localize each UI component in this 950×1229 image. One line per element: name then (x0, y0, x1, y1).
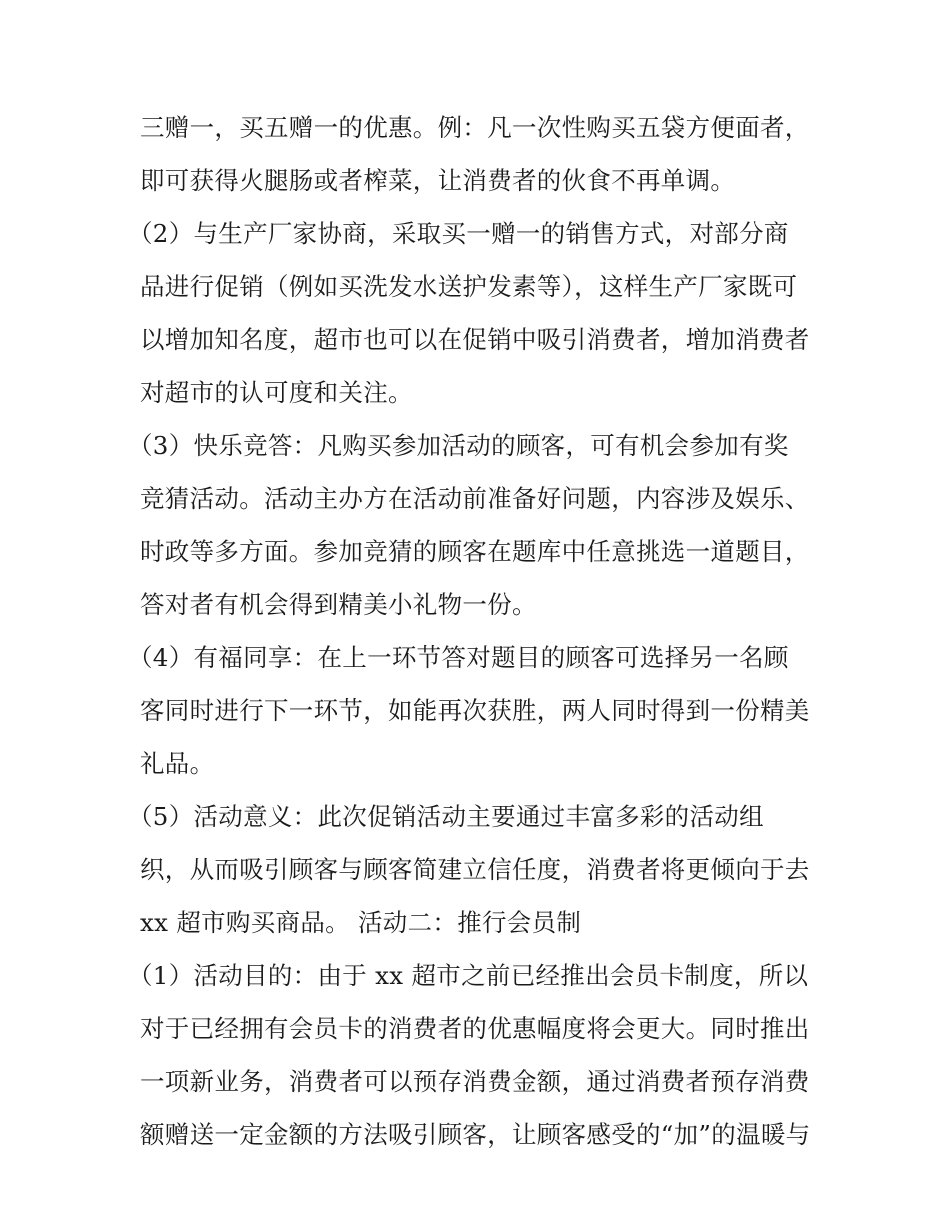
text-line: 以增加知名度，超市也可以在促销中吸引消费者，增加消费者 (140, 325, 810, 354)
text-line: 客同时进行下一环节，如能再次获胜，两人同时得到一份精美 (140, 696, 810, 725)
text-line: 对超市的认可度和关注。 (140, 378, 413, 407)
text-line: 三赠一，买五赠一的优惠。例：凡一次性购买五袋方便面者， (140, 113, 810, 142)
text-line: 额赠送一定金额的方法吸引顾客，让顾客感受的“加”的温暖与 (140, 1120, 811, 1149)
text-line: 对于已经拥有会员卡的消费者的优惠幅度将会更大。同时推出 (140, 1014, 810, 1043)
text-line: 品进行促销（例如买洗发水送护发素等），这样生产厂家既可 (140, 272, 798, 301)
text-line: 一项新业务，消费者可以预存消费金额，通过消费者预存消费 (140, 1067, 810, 1096)
text-line: xx 超市购买商品。 活动二：推行会员制 (140, 908, 582, 937)
text-line: 时政等多方面。参加竞猜的顾客在题库中任意挑选一道题目， (140, 537, 810, 566)
text-line: 即可获得火腿肠或者榨菜，让消费者的伙食不再单调。 (140, 166, 736, 195)
text-line: （5）活动意义：此次促销活动主要通过丰富多彩的活动组 (128, 802, 764, 831)
text-line: 竞猜活动。活动主办方在活动前准备好问题，内容涉及娱乐、 (140, 484, 810, 513)
text-line: 答对者有机会得到精美小礼物一份。 (140, 590, 537, 619)
text-line: （1）活动目的：由于 xx 超市之前已经推出会员卡制度，所以 (128, 961, 809, 990)
text-line: 织，从而吸引顾客与顾客简建立信任度，消费者将更倾向于去 (140, 855, 810, 884)
text-line: （4）有福同享：在上一环节答对题目的顾客可选择另一名顾 (128, 643, 789, 672)
text-line: 礼品。 (140, 749, 215, 778)
text-line: （2）与生产厂家协商，采取买一赠一的销售方式，对部分商 (128, 219, 789, 248)
text-line: （3）快乐竞答：凡购买参加活动的顾客，可有机会参加有奖 (128, 431, 789, 460)
